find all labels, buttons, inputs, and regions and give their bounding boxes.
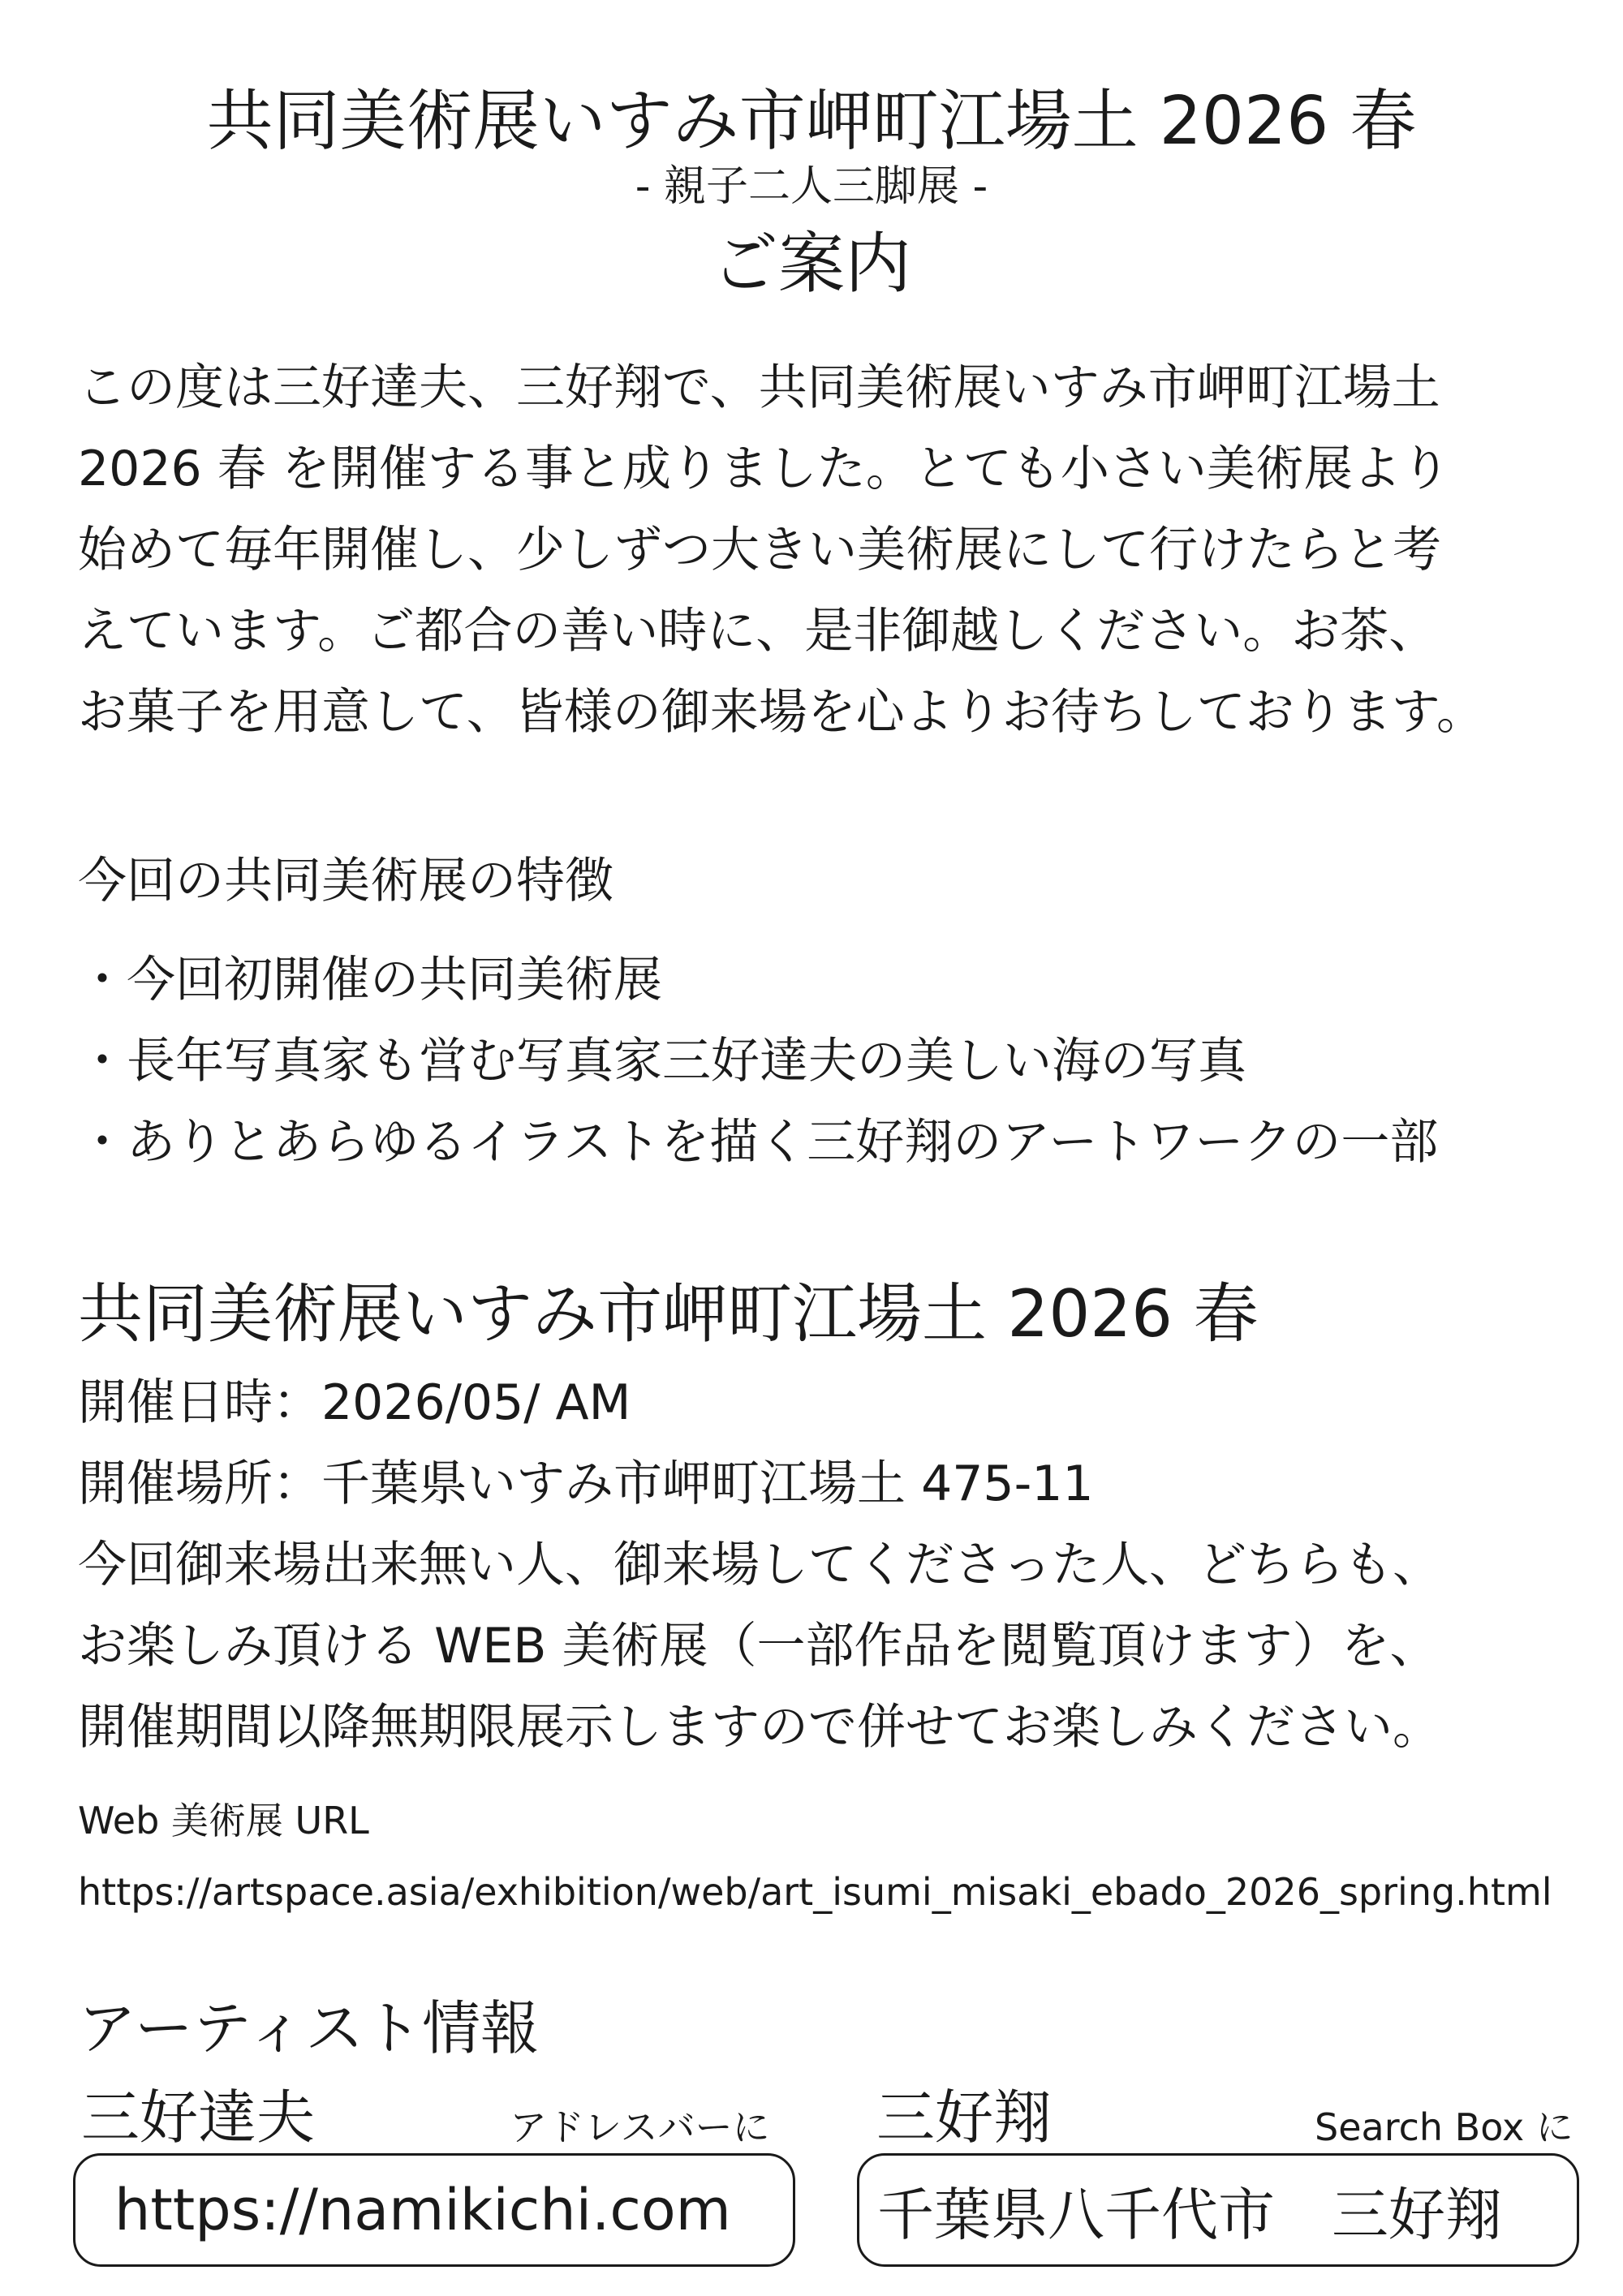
artist-heading: アーティスト情報 xyxy=(78,1994,540,2062)
page-title: 共同美術展いすみ市岬町江場土 2026 春 xyxy=(206,83,1417,160)
artist-search-box[interactable] xyxy=(857,2153,1579,2267)
intro-line: この度は三好達夫、三好翔で、共同美術展いすみ市岬町江場土 xyxy=(78,359,1440,416)
address-bar-hint: アドレスバーに xyxy=(510,2105,770,2149)
artist-website-box[interactable] xyxy=(73,2153,795,2267)
features-heading: 今回の共同美術展の特徴 xyxy=(78,853,613,909)
intro-line: えています。ご都合の善い時に、是非御越しください。お茶、 xyxy=(78,603,1438,660)
artist-name-tatsuo: 三好達夫 xyxy=(81,2083,316,2152)
event-venue: 開催場所：千葉県いすみ市岬町江場土 475-11 xyxy=(78,1455,1094,1512)
page-subtitle: - 親子二人三脚展 - xyxy=(635,162,988,211)
web-note-line: 開催期間以降無期限展示しますので併せてお楽しみください。 xyxy=(78,1699,1441,1756)
search-box-hint: Search Box に xyxy=(1315,2105,1573,2149)
artist-name-sho: 三好翔 xyxy=(876,2083,1053,2152)
feature-item: ・ありとあらゆるイラストを描く三好翔のアートワークの一部 xyxy=(78,1114,1439,1171)
web-url-link[interactable]: https://artspace.asia/exhibition/web/art_isumi_misaki_ebado_2026_spring.html xyxy=(78,1870,1552,1914)
feature-item: ・長年写真家も営む写真家三好達夫の美しい海の写真 xyxy=(78,1033,1246,1090)
artist-search-text: 千葉県八千代市 三好翔 xyxy=(877,2181,1502,2248)
web-note-line: 今回御来場出来無い人、御来場してくださった人、どちらも、 xyxy=(78,1537,1441,1593)
event-datetime: 開催日時：2026/05/ AM xyxy=(78,1374,631,1431)
artist-website-text: https://namikichi.com xyxy=(114,2177,731,2243)
web-note-line: お楽しみ頂ける WEB 美術展（一部作品を閲覧頂けます）を、 xyxy=(78,1618,1439,1675)
exhibition-title: 共同美術展いすみ市岬町江場土 2026 春 xyxy=(78,1276,1259,1352)
intro-line: お菓子を用意して、皆様の御来場を心よりお待ちしております。 xyxy=(78,684,1485,741)
feature-item: ・今回初開催の共同美術展 xyxy=(78,952,662,1008)
web-url-label: Web 美術展 URL xyxy=(78,1799,369,1842)
intro-line: 始めて毎年開催し、少しずつ大きい美術展にして行けたらと考 xyxy=(78,522,1441,578)
intro-line: 2026 春 を開催する事と成りました。とても小さい美術展より xyxy=(78,441,1450,497)
notice-heading: ご案内 xyxy=(711,226,911,303)
